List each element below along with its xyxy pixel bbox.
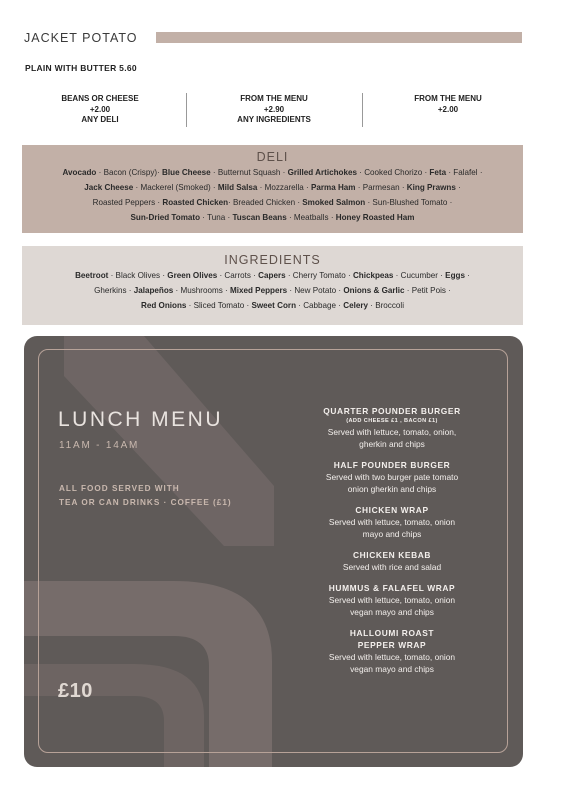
ingredient-line [28, 268, 517, 283]
deli-item: · [455, 183, 461, 192]
deli-item: Roasted Chicken [162, 198, 229, 207]
ingredient-item: Capers [258, 271, 286, 280]
lunch-item [294, 549, 490, 573]
lunch-menu-title: LUNCH MENU [58, 408, 224, 431]
deli-item: · Cooked Chorizo · [357, 168, 430, 177]
option-line: ANY INGREDIENTS [237, 115, 311, 124]
ingredient-item: · Sliced Tomato · [186, 301, 252, 310]
ingredient-item: Onions & Garlic [343, 286, 405, 295]
option-line: +2.00 [437, 104, 459, 114]
lunch-note [59, 482, 232, 510]
option-divider [186, 93, 187, 127]
lunch-item-description: mayo and chips [362, 529, 422, 539]
option-line: FROM THE MENU [414, 94, 482, 103]
lunch-item-name: CHICKEN WRAP [355, 505, 429, 515]
option-line: ANY DELI [81, 115, 119, 124]
lunch-item-description: gherkin and chips [359, 439, 425, 449]
ingredient-item: Celery [343, 301, 369, 310]
lunch-item-name: HALLOUMI ROAST PEPPER WRAP [349, 628, 435, 650]
plain-with-butter-price: PLAIN WITH BUTTER 5.60 [25, 63, 137, 73]
ingredient-item: Green Olives [167, 271, 218, 280]
deli-item: Feta [429, 168, 447, 177]
ingredient-item: · Petit Pois · [404, 286, 451, 295]
deli-item: Tuscan Beans [232, 213, 287, 222]
deli-item: · Falafel · [446, 168, 483, 177]
deli-item: Mild Salsa [217, 183, 258, 192]
option-line: FROM THE MENU [240, 94, 308, 103]
option-line: +2.90 [263, 104, 285, 114]
lunch-menu-card [24, 336, 523, 767]
deli-item: Blue Cheese [162, 168, 211, 177]
deli-item: Roasted Peppers · [92, 198, 163, 207]
ingredient-item: Mixed Peppers [229, 286, 288, 295]
option-line: +2.00 [89, 104, 111, 114]
deli-title: DELI [256, 150, 289, 164]
deli-item: Honey Roasted Ham [335, 213, 415, 222]
deli-item: Smoked Salmon [302, 198, 366, 207]
deli-line [28, 195, 517, 210]
deli-panel [22, 145, 523, 233]
lunch-item-description: Served with rice and salad [342, 562, 442, 572]
ingredient-item: · Mushrooms · [173, 286, 230, 295]
deli-item: · Meatballs · [286, 213, 336, 222]
lunch-item-description: Served with lettuce, tomato, onion [328, 652, 456, 662]
lunch-price: £10 [58, 680, 93, 702]
ingredient-item: Sweet Corn [251, 301, 297, 310]
lunch-item-description: Served with lettuce, tomato, onion, [327, 427, 457, 437]
title-accent-bar [156, 32, 522, 43]
option-from-menu [363, 94, 533, 115]
lunch-item [294, 405, 490, 450]
deli-item: · Mozzarella · [257, 183, 311, 192]
ingredient-item: Eggs [445, 271, 465, 280]
ingredient-item: · Black Olives · [108, 271, 168, 280]
deli-line [28, 165, 517, 180]
ingredient-item: · New Potato · [287, 286, 344, 295]
deli-item: · Breaded Chicken · [228, 198, 303, 207]
lunch-hours: 11AM - 14AM [59, 440, 140, 451]
ingredient-line [28, 283, 517, 298]
deli-item: · Tuna · [200, 213, 233, 222]
ingredient-item: Jalapeños [133, 286, 174, 295]
ingredient-item: · [464, 271, 470, 280]
ingredient-item: Chickpeas [352, 271, 394, 280]
deli-line [28, 180, 517, 195]
deli-item: · Mackerel (Smoked) · [133, 183, 218, 192]
option-beans-or-cheese [15, 94, 185, 126]
lunch-item [294, 582, 490, 618]
ingredients-list [22, 268, 523, 313]
lunch-item-name: QUARTER POUNDER BURGER [323, 406, 461, 416]
lunch-item [294, 627, 490, 675]
lunch-item-description: onion gherkin and chips [347, 484, 437, 494]
lunch-item-description: vegan mayo and chips [350, 664, 434, 674]
deli-list [22, 165, 523, 225]
ingredient-item: · Broccoli [368, 301, 404, 310]
ingredient-item: Beetroot [75, 271, 109, 280]
option-line: BEANS OR CHEESE [61, 94, 139, 103]
ingredient-item: Gherkins · [94, 286, 134, 295]
deli-item: Sun-Dried Tomato [130, 213, 201, 222]
ingredients-title: INGREDIENTS [224, 253, 321, 267]
lunch-item-description: Served with two burger pate tomato [325, 472, 459, 482]
deli-item: Avocado [62, 168, 97, 177]
ingredients-panel [22, 246, 523, 325]
ingredient-item: Red Onions [140, 301, 187, 310]
ingredient-item: · Cabbage · [296, 301, 344, 310]
ingredient-item: · Cherry Tomato · [285, 271, 353, 280]
ingredient-item: · Carrots · [217, 271, 259, 280]
lunch-item [294, 459, 490, 495]
deli-item: Grilled Artichokes [287, 168, 357, 177]
deli-item: Jack Cheese [84, 183, 134, 192]
deli-item: · Bacon (Crispy)· [96, 168, 163, 177]
deli-item: King Prawns [406, 183, 456, 192]
lunch-item-description: Served with lettuce, tomato, onion [328, 595, 456, 605]
deli-item: · Butternut Squash · [210, 168, 288, 177]
lunch-item-name: HUMMUS & FALAFEL WRAP [328, 583, 456, 593]
lunch-items [294, 405, 490, 684]
ingredient-item: · Cucumber · [393, 271, 446, 280]
lunch-item-description: Served with lettuce, tomato, onion [328, 517, 456, 527]
lunch-item [294, 504, 490, 540]
deli-item: Parma Ham [310, 183, 356, 192]
lunch-item-addon: (ADD CHEESE £1 , BACON £1) [346, 418, 438, 424]
option-from-menu-ingredients [189, 94, 359, 126]
ingredient-line [28, 298, 517, 313]
lunch-item-name: CHICKEN KEBAB [352, 550, 432, 560]
lunch-item-name: HALF POUNDER BURGER [333, 460, 451, 470]
deli-line [28, 210, 517, 225]
lunch-note-line: ALL FOOD SERVED WITH [59, 484, 180, 493]
jacket-potato-title: JACKET POTATO [24, 31, 138, 45]
lunch-note-line: TEA OR CAN DRINKS · COFFEE (£1) [59, 498, 232, 507]
lunch-item-description: vegan mayo and chips [350, 607, 434, 617]
deli-item: · Parmesan · [355, 183, 407, 192]
deli-item: · Sun-Blushed Tomato · [365, 198, 453, 207]
